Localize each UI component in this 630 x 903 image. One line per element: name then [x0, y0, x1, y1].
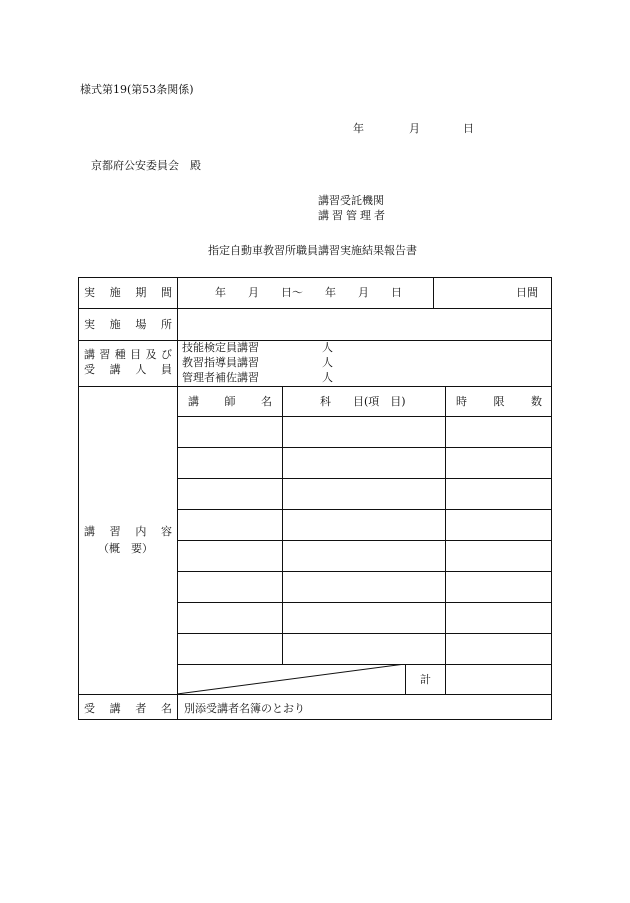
row-divider	[177, 633, 552, 634]
report-table	[78, 277, 552, 720]
row-divider	[177, 602, 552, 603]
period-value: 年 月 日〜 年 月 日	[215, 286, 402, 299]
row-divider	[177, 540, 552, 541]
column-divider	[282, 386, 283, 664]
column-divider	[177, 277, 178, 720]
course-type-label-1: 講 習 種 目 及 び	[84, 348, 172, 361]
course-type-name: 教習指導員講習	[182, 356, 259, 369]
course-type-name: 技能検定員講習	[182, 341, 259, 354]
form-number: 様式第19(第53条関係)	[80, 83, 194, 96]
document-title: 指定自動車教習所職員講習実施結果報告書	[208, 244, 417, 257]
row-divider	[78, 340, 552, 341]
row-divider	[177, 571, 552, 572]
row-divider	[78, 308, 552, 309]
addressee: 京都府公安委員会 殿	[91, 159, 201, 172]
row-divider	[177, 447, 552, 448]
date-line	[353, 120, 474, 136]
sender-org: 講習受託機関	[318, 194, 384, 207]
participants-value: 別添受講者名簿のとおり	[184, 702, 305, 715]
total-row-diagonal	[177, 664, 406, 695]
header-lecturer: 講 師 名	[188, 395, 272, 408]
sender-admin: 講習管理者	[318, 209, 388, 222]
days-label: 日間	[516, 286, 538, 299]
content-label-2: （概 要）	[98, 542, 153, 555]
course-type-label-2: 受 講 人 員	[84, 363, 172, 376]
course-type-unit: 人	[322, 341, 333, 354]
period-label: 実 施 期 間	[84, 286, 172, 299]
date-year: 年	[353, 122, 364, 135]
row-divider	[177, 416, 552, 417]
course-type-name: 管理者補佐講習	[182, 371, 259, 384]
total-label: 計	[420, 673, 431, 686]
row-divider	[78, 386, 552, 387]
date-day: 日	[463, 122, 474, 135]
row-divider	[177, 509, 552, 510]
header-subject: 科 目(項 目)	[320, 395, 406, 408]
column-divider	[433, 277, 434, 308]
row-divider	[177, 478, 552, 479]
column-divider	[445, 386, 446, 694]
course-type-unit: 人	[322, 356, 333, 369]
place-label: 実 施 場 所	[84, 318, 172, 331]
content-label-1: 講 習 内 容	[84, 525, 172, 538]
header-hours: 時 限 数	[456, 395, 542, 408]
participants-label: 受 講 者 名	[84, 702, 172, 715]
course-type-unit: 人	[322, 371, 333, 384]
date-month: 月	[409, 122, 420, 135]
